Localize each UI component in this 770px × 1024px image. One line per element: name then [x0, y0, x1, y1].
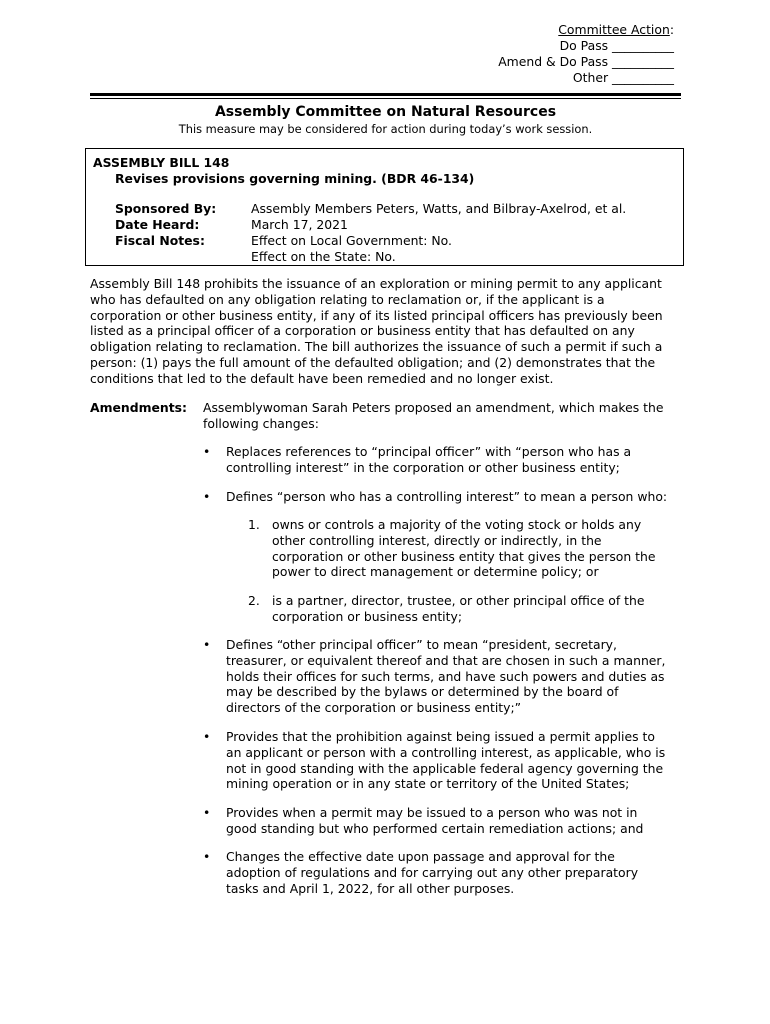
subitem-line: is a partner, director, trustee, or other principal office of the — [272, 593, 645, 608]
amend-do-pass-line: Amend & Do Pass __________ — [498, 54, 674, 69]
bill-description: Revises provisions governing mining. (BDR 46-134) — [115, 171, 475, 186]
bullet-text — [226, 805, 643, 837]
intro-line: following changes: — [203, 415, 319, 431]
bullet-line: adoption of regulations and for carrying out any other preparatory — [226, 864, 639, 880]
bullet-line: Provides that the prohibition against being issued a permit applies to — [226, 729, 655, 744]
bullet-line: Replaces references to “principal officer” with “person who has a — [226, 444, 632, 459]
subitem-text — [272, 517, 655, 580]
other-line: Other __________ — [572, 70, 674, 85]
bullet-line: holds their offices for such terms, and have such powers and duties as — [226, 668, 665, 684]
fiscal-local-value: Effect on Local Government: No. — [251, 233, 452, 248]
summary-line: listed as a principal officer of a corporation or business entity that has defaulted on any — [90, 323, 635, 339]
bullet-text — [226, 849, 638, 896]
bullet-line: not in good standing with the applicable federal agency governing the — [226, 760, 664, 776]
summary-line: who has defaulted on any obligation relating to reclamation or, if the applicant is a — [90, 291, 605, 307]
bullet-line: Defines “other principal officer” to mean “president, secretary, — [226, 637, 617, 652]
date-heard-value: March 17, 2021 — [251, 217, 348, 232]
bullet-line: directors of the corporation or business entity;” — [226, 700, 522, 716]
bullet-line: tasks and April 1, 2022, for all other purposes. — [226, 880, 515, 896]
bullet-line: may be described by the bylaws or determined by the board of — [226, 684, 619, 700]
bullet-line: mining operation or in any state or territory of the United States; — [226, 776, 630, 792]
bullet-line: Defines “person who has a controlling interest” to mean a person who: — [226, 489, 668, 504]
intro-line: Assemblywoman Sarah Peters proposed an amendment, which makes the — [203, 400, 664, 415]
bullet-marker: • — [203, 729, 211, 744]
subitem-number: 1. — [248, 517, 260, 532]
fiscal-notes-row — [115, 233, 626, 249]
subitem-line: owns or controls a majority of the voting stock or holds any — [272, 517, 642, 532]
committee-subtitle: This measure may be considered for action during today’s work session. — [178, 122, 593, 136]
bill-number: ASSEMBLY BILL 148 — [93, 155, 230, 170]
subitem-line: corporation or business entity; — [272, 608, 462, 624]
summary-line: conditions that led to the default have been remedied and no longer exist. — [90, 370, 554, 386]
summary-line: person: (1) pays the full amount of the defaulted obligation; and (2) demonstrates that the — [90, 354, 656, 370]
bill-info-box — [85, 148, 684, 266]
fiscal-state-value: Effect on the State: No. — [251, 249, 396, 264]
header-rule-thick — [90, 93, 681, 96]
committee-action-title: Committee Action — [558, 22, 670, 37]
fiscal-notes-spacer — [115, 249, 251, 265]
committee-title: Assembly Committee on Natural Resources — [214, 104, 557, 120]
amendments-label: Amendments: — [90, 400, 187, 415]
committee-action-block — [498, 22, 674, 86]
committee-action-colon: : — [669, 22, 674, 37]
bullet-text — [226, 444, 631, 476]
subitem-text — [272, 593, 645, 625]
bullet-text — [226, 637, 665, 716]
bullet-line: controlling interest” in the corporation or other business entity; — [226, 459, 620, 475]
bullet-text — [226, 729, 665, 792]
subitem-line: other controlling interest, directly or indirectly, in the — [272, 532, 602, 548]
do-pass-line: Do Pass __________ — [559, 38, 674, 53]
bullet-line: good standing but who performed certain remediation actions; and — [226, 820, 644, 836]
sponsored-by-label: Sponsored By: — [115, 201, 217, 216]
bullet-text — [226, 489, 667, 505]
summary-line: obligation relating to reclamation. The bill authorizes the issuance of such a permit if such a — [90, 339, 663, 355]
committee-action-heading — [498, 22, 674, 38]
subitem-number: 2. — [248, 593, 260, 608]
subitem-line: corporation or other business entity that gives the person the — [272, 548, 656, 564]
bill-meta — [115, 201, 626, 265]
subitem-line: power to direct management or determine policy; or — [272, 564, 599, 580]
bill-summary — [90, 276, 682, 387]
bullet-marker: • — [203, 489, 211, 504]
bullet-line: treasurer, or equivalent thereof and that are chosen in such a manner, — [226, 652, 666, 668]
fiscal-state-row — [115, 249, 626, 265]
bullet-marker: • — [203, 805, 211, 820]
summary-line: corporation or other business entity, if any of its listed principal officers has previously been — [90, 307, 663, 323]
summary-line: Assembly Bill 148 prohibits the issuance of an exploration or mining permit to any applicant — [90, 276, 662, 291]
sponsored-by-value: Assembly Members Peters, Watts, and Bilbray-Axelrod, et al. — [251, 201, 627, 216]
date-heard-label: Date Heard: — [115, 217, 200, 232]
amendments-intro — [203, 400, 683, 432]
bullet-line: an applicant or person with a controlling interest, as applicable, who is — [226, 744, 666, 760]
header-rule-thin — [90, 98, 681, 99]
bullet-marker: • — [203, 637, 211, 652]
date-heard-row — [115, 217, 626, 233]
fiscal-notes-label: Fiscal Notes: — [115, 233, 205, 248]
bullet-line: Changes the effective date upon passage and approval for the — [226, 849, 615, 864]
bullet-marker: • — [203, 849, 211, 864]
bullet-marker: • — [203, 444, 211, 459]
sponsored-by-row — [115, 201, 626, 217]
bullet-line: Provides when a permit may be issued to a person who was not in — [226, 805, 638, 820]
